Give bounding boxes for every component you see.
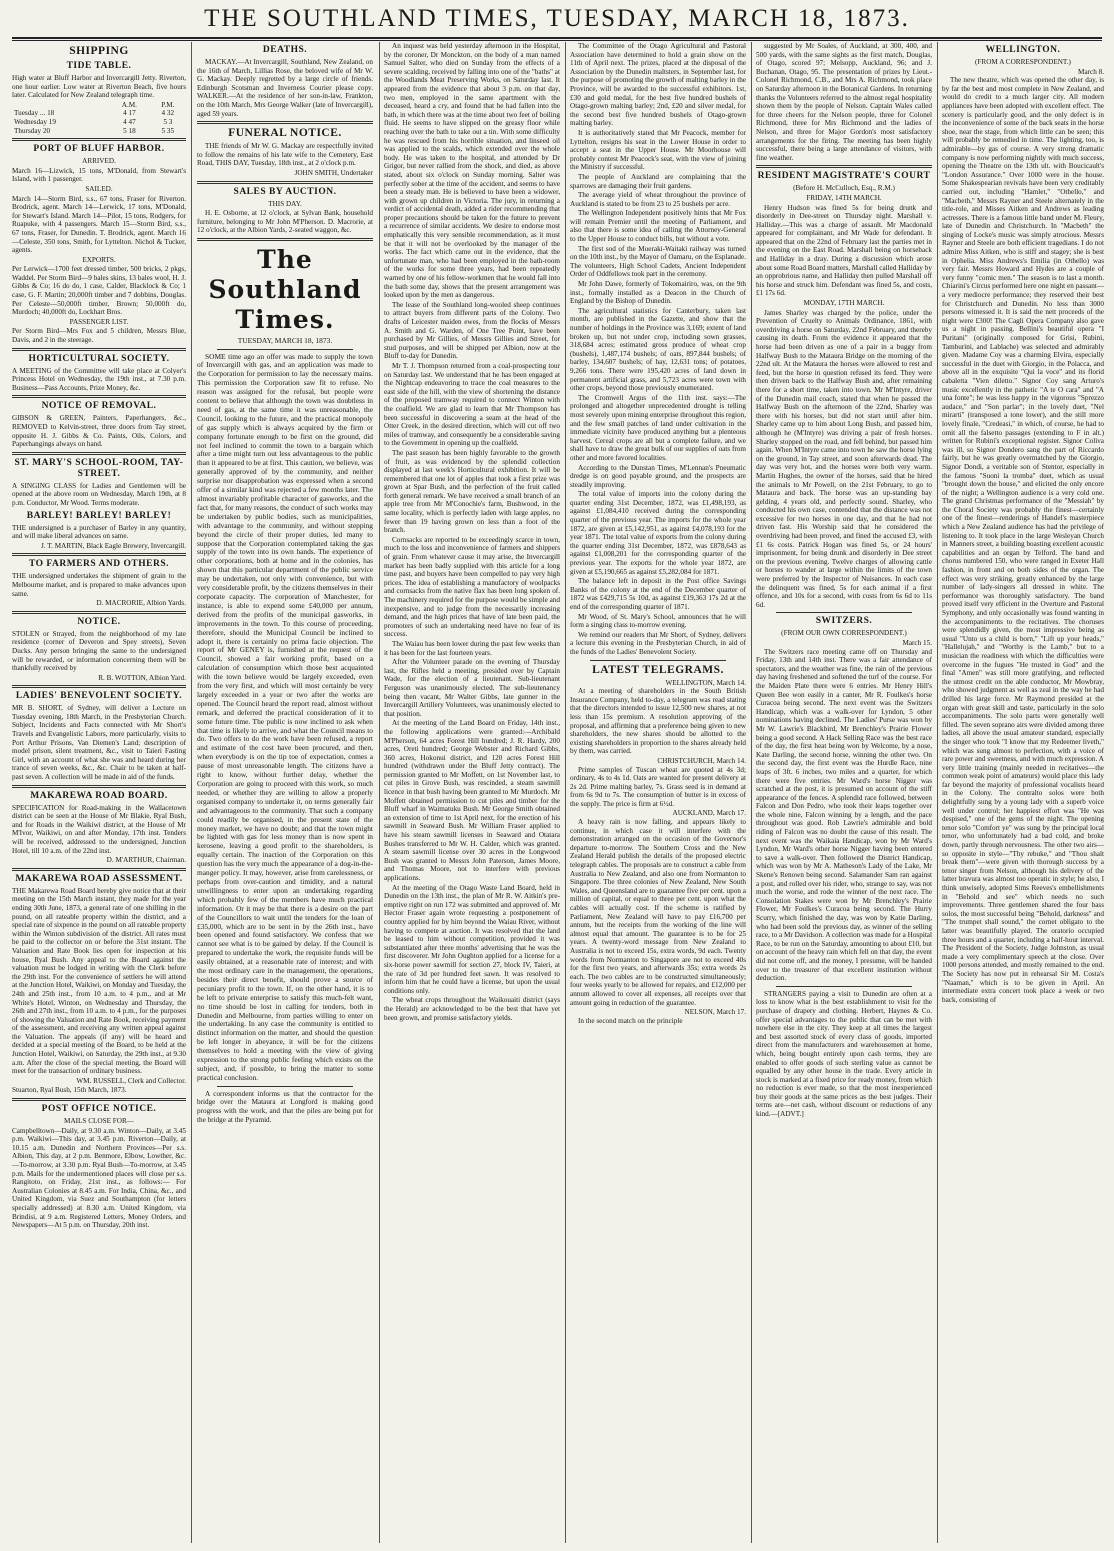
switzers-sub: (FROM OUR OWN CORRESPONDENT.) <box>781 629 907 638</box>
horticultural-text: A MEETING of the Committee will take place at Colyer's Princess Hotel on Wednesday, the 19th inst., at 7.30 p.m. Business—Pass Accounts, Prize Money, &c. <box>12 366 186 392</box>
assessment-text: THE Makarewa Road Board hereby give notice that at their meeting on the 15th March instant, they made for the year ending 30th June, 1873, a general rate of one shilling in the pound, on all rateable property within the district, and a special rate of sixpence in the pound on all rateable property within the Winton subdivision of the district. All rates must be paid to the collector on or before the 31st instant. The Valuation and Rate Book lies open for inspection at his house, Ryal Bush. Any appeal to the Board against the valuation must be lodged in writing with the Clerk before the 29th inst. For the convenience of settlers he will attend at the Junction Hotel, Waikiwi, on Monday and Tuesday, the 24th and 25th inst., from 10 a.m. to 4 p.m., and at Mr White's Hotel, Winton, on Wednesday and Thursday, the 26th and 27th inst., from 10 a.m. to 4 p.m., for the purposes of showing the Valuation and Rate Book, receiving payment of the assessment, and receiving any written appeal against the Valuation. The appeals (if any) will be heard and decided at a special meeting of the Board, to be held at the Junction Hotel, Waikiwi, on Saturday, the 29th inst., at 9.30 a.m. After the close of the special meeting, the Board will meet for the transaction of ordinary business. <box>12 886 186 1076</box>
inquest-article: An inquest was held yesterday afternoon in the Hospital, by the coroner, Dr Monckton, on the body of a man named Samuel Salter, who died on Sunday from the effects of a severe scalding, received by falling into one of the "baths" at the Woodlands Meat Preserving Works, on Saturday last. It appeared from the evidence that about 3 p.m. on that day, two men, employed in the same apartment with the deceased, heard a cry, and found that he had fallen into the bath, in which there was at the time about two feet of boiling fluid. He seems to have slipped on the greasy floor while reaching over the bath to take out a tin. With some difficulty he was rescued from his horrible situation, and linseed oil was applied to the scalds, which extended over the whole body. He was taken to the hospital, and attended by Dr Grigor, but never rallied from the shock, and died, as above stated, about six o'clock on Sunday morning. Salter was perfectly sober at the time of the accident, and seems to have been a steady man. He is believed to have been a widower, with grown up children in Victoria. The jury, in returning a verdict of accidental death, added a rider recommending that proper precautions should be taken for the future to prevent a recurrence of similar accidents. We desire to endorse most emphatically this very sensible recommendation, as it must be that it will not be overlooked by the manager of the works. The fact which came out in the evidence, that the unfortunate man, who had been employed in the bath-room of the works for some three years, had been repeatedly warned by one of his fellow-workmen that he would fall into the bath some day, shows that the present arrangement was looked upon by the men as dangerous. <box>384 42 560 300</box>
divider <box>12 685 186 688</box>
court-text: Henry Hudson was fined 5s for being drunk and disorderly in Dee-street on Thursday night. Marshall v. Halliday.—This was a charge of assault. Mr Macdonald appeared for complainant, and Mr Wade for defendant. It appeared that on the 22nd of February last the parties met in the evening on the East Road. Marshall being on horseback and Halliday in a dray. During a discussion which arose about some Road Board matters, Marshall called Halliday by an opprobrious name, and Halliday then pulled Marshall off his horse and struck him. Defendant was fined 5s, and costs, £1 17s 6d. <box>756 203 932 298</box>
land-board-article: At the meeting of the Land Board on Friday, 14th inst., the following applications were granted:—Archibald M'Pherson, 64 acres Forest Hill hundred; J. R. Hardy, 200 acres, Oreti hundred; George Webster and Richard Gibbs, 360 acres, Hokonui district, and 120 acres Forest Hill hundred (withdrawn under the Bluff Jetty contract). The permission granted to Mr Moffett, on 1st November last, to cut piles in Grove Bush, was rescinded, a steam sawmill licence in that bush having been granted to Mr Murdoch. Mr Moffett obtained permission to cut piles and timber for the Bluff wharf in Waimatuku Bush. Mr George Smith obtained an extension of time to 1st April next, for the erection of his sawmill in Seaward Bush. Mr William Fraser applied to have his steam sawmill licenses in Seaward and Otatara Bushes transferred to Mr W. H. Calder, which was granted. A steam sawmill license over 30 acres in the Longwood Bush was granted to Messrs John Paterson, James Moore, and Thomas Moore, not to interfere with previous applications. <box>384 719 560 882</box>
cromwell-article: The Cromwell Argus of the 11th inst. says:—The prolonged and altogether unprecedented drought is telling most severely upon mining enterprise throughout this region, and the few small patches of land under cultivation in the immediate vicinity have produced anything but a plenteous harvest. Cereal crops are all but a complete failure, and we shall have to draw the great bulk of our supplies of oats from other and more favored localities. <box>570 393 746 462</box>
post-office-sub: MAILS CLOSE FOR— <box>64 1117 134 1126</box>
correspondent-note: A correspondent informs us that the contractor for the bridge over the Mataura at Longford is making good progress with the work, and that the piles are being put for the bridge at the Pyramid. <box>197 1089 373 1124</box>
barley-text: THE undersigned is a purchaser of Barley in any quantity, and will make liberal advances on same. <box>12 523 186 541</box>
stmarys-text: A SINGING CLASS for Ladies and Gentlemen will be opened at the above room on Wednesday, March 19th, at 8 p.m. Conductor, Mr Wood. Terms moderate. <box>12 481 186 507</box>
leader-article: SOME time ago an offer was made to supply the town of Invercargill with gas, and an application was made to the Corporation for permission to lay the necessary mains. This permission the Corporation saw fit to refuse. No reason was assigned for the refusal, but people were content to believe that although the town was doubtless in need of gas, at the same time it was unreasonable, the Council, looking to the future, and the practical monopoly of gas supply which is always acquired by the firm or company fortunate enough to be first on the ground, did not feel inclined to commit the town to a bargain which after a time might turn out less advantageous to the public than it appeared to be at first. This caution, we believe, was generally approved of by the community, and neither surprise nor disapprobation was expressed when a second offer of a similar kind was rejected a few months later. The almost invariably profitable character of gasworks, and the fact that, for many reasons, the conduct of such works may be undertaken by public bodies, such as municipalities, with advantage to the community, and without stepping beyond the circle of their proper duties, led many to suppose that the Corporation contemplated taking the gas supply of the town into its own hands. The experience of other corporations, both at home and in the colonies, has shown that this particular department of the public service may be undertaken, not only with convenience, but with very considerable profit, by the citizens themselves in their corporate capacity. The corporation of Manchester, for instance, is able to expend some £40,000 per annum, derived from the profits of the municipal gasworks, in improvements in the town. To this course of proceeding, therefore, should the Municipal Council be inclined to adopt it, there is certainly no prima facie objection. The report of Mr GENEY is, furnished at the request of the Council, showed a fair working profit, based on a calculation of consumption which those best acquainted with the town believe would be largely exceeded, even from the very first, and which will most certainly be very largely exceeded in a year or two after the works are opened. The Council heard the report read, almost without remark, and deferred the practical consideration of it to some future time. The public is now inclined to ask when that time is likely to arrive, and what the Council means to do. Two offers to do the work have been refused, a report and estimate of the cost have been procured, and then, when everybody is on the tip toe of expectation, comes a pause of most unreasonable length. The citizens have a right to know, without further delay, whether the Corporation are going to proceed with this work, so much needed, or whether they are willing to allow a properly organised company to undertake it, on terms generally fair and advantageous to the community. That such a company could readily be organised, in the present state of the money market, we have no doubt; and that the town might be lighted with gas for less money than is now spent in kerosene, leaving a good profit to the shareholders, is equally certain. The inaction of the Corporation on this question has the very much the appearance of a dog-in-the-manger policy. It may, however, arise from carelessness, or perhaps from over-caution and timidity, and a natural unwillingness to enter upon an undertaking regarding which probably few of the members have much practical information. Or it may be that there is a desire on the part of the Councillors to wait until the tenders for the loan of £35,000, which are to be sent in by the 26th inst., have been opened and found satisfactory. We confess that we cannot see what is to be gained by delay. If the Council is prepared to undertake the work, the requisite funds will be easily obtained, at a reasonable rate of interest; and with the most ordinary care in the management, the operations, besides their direct benefit, should prove a source of pecuniary profit to the town. If, on the other hand, it is to be left to private enterprise to satisfy this much-felt want, no time should be lost in calling for tenders, both in Dunedin and Melbourne, from parties willing to enter on the undertaking. In any case the community is entitled to distinct information on the matter, and should the question be left longer in abeyance, it will be for the citizens themselves to hold a meeting with the view of giving expression to the strong public feeling which exists on the subject, and, if possible, to bring the matter to some practical conclusion. <box>197 351 373 1082</box>
farmers-signature: D. MACRORIE, Albion Yards. <box>96 599 186 608</box>
telegram-dateline: WELLINGTON, March 14. <box>665 678 746 687</box>
telegram-text: At a meeting of shareholders in the South British Insurance Company, held to-day, a telegram was read stating that the directors intended to issue 12,500 new shares, at not less than 15s premium. A resolution approving of the proposal, and affirming that a preference being given to new shareholders, the new shares should be allotted to the existing shareholders in proportion to the shares already held by them, was carried. <box>570 687 746 756</box>
divider <box>12 138 186 141</box>
port-heading: PORT OF BLUFF HARBOR. <box>33 144 165 155</box>
cornsacks-article: Cornsacks are reported to be exceedingly scarce in town, much to the loss and inconvenience of farmers and shippers of grain. From whatever cause it may arise, the Invercargill market has been badly supplied with this article for a long time past, and buyers have been compelled to pay very high prices. The idea of establishing a manufactory of woolpacks and cornsacks from the native flax has been long spoken of. The machinery required for the purpose would be simple and inexpensive, and to judge from the necessarily increasing demand, and the high prices that have of late been paid, the promoters of such an undertaking need have no fear of its success. <box>384 535 560 639</box>
column-rule <box>565 42 566 1543</box>
divider <box>756 165 932 168</box>
otago-agri-article: The Committee of the Otago Agricultural and Pastoral Association have determined to hold a grain show on the 11th of April next. The prizes, placed at the disposal of the Association by the Dunedin maltsters, in September last, for the purpose of promoting the growth of malting barley in the Province, will be awarded to the successful exhibitors. 1st, £30 and gold medal, for the best five hundred bushels of Otago-grown malting barley; 2nd, £20 and silver medal, for the second best five hundred bushels of Otago-grown malting barley. <box>570 42 746 128</box>
arrived-label: ARRIVED. <box>82 157 116 166</box>
column-2 <box>197 42 373 1545</box>
divider <box>776 612 912 613</box>
masthead-title: THE SOUTHLAND TIMES, TUESDAY, MARCH 18, 1873. <box>204 5 910 32</box>
divider <box>12 611 186 614</box>
nelson-continued: suggested by Mr Soales, of Auckland, at 300, 400, and 500 yards, with the same sights as the first match, Douglas, of Otago, scored 97; Melsopp, Auckland, 96; and J. Buchanan, Otago, 95. The presentation of prizes by Lieut.-Colonel Richmond, C.B., and Mrs A. Richmond, took place on Saturday afternoon in the Botanical Gardens. In returning thanks the Volunteers referred to the almost regal hospitality shown them by the people of Nelson. Captain Wales called for three cheers for the Nelson people, three for Colonel Richmond, three for Mrs Richmond and the ladies of Nelson, and three for Major Gordon's most satisfactory arrangements for the firing. The meeting has been highly successful, there being a large attendance of visitors, with fine weather. <box>756 42 932 162</box>
farmers-text: THE undersigned undertakes the shipment of grain to the Melbourne market, and is prepared to make advances upon same. <box>12 572 186 598</box>
barley-signature: J. T. MARTIN, Black Eagle Brewery, Invercargill. <box>40 541 186 550</box>
court-text: James Sharley was charged by the police, under the Prevention of Cruelty to Animals Ordinance, 1861, with overdriving a horse on Saturday, 22nd February, and thereby causing its death. From the evidence it appeared that the horse had been driven as one of a pair in a buggy from Halfway Bush to the Mataura Bridge on the morning of the 22nd ult. At the Mataura the horses were allowed to rest and feed, but the horse in question refused its feed. They were then driven back to the Halfway Bush and, after remaining there for a short time, taken into town. Mr M'Intyre, driver of the Dunedin mail coach, stated that when he passed the Halfway Bush on the afternoon of the 22nd, Sharley was there with his horses, but did not start until after him. Sharley came up to him about Long Bush, and passed him, although he (M'Intyre) was driving a pair of fresh horses. Sharley stopped on the road, and fell behind, but passed him again. When M'Intyre came into town he saw the horse lying on the ground, in Tay street, and soon afterwards dead. The day was very hot, and the horses were both very warm. Martin Hughes, the owner of the horses, said that he hired the animals to Mr Powell, on the 21st February, to go to Mataura and back. The horse was an up-standing bay gelding, 4 years old, and perfectly sound. Sharley, who conducted his own case, contended that the distance was not excessive for two horses in one day, and that he had not driven fast. His Worship said that he considered the overdriving had been proved, and fined the accused £3, with £1 6s costs. Patrick Hogan was fined 5s, or 24 hours' imprisonment, for being drunk and disorderly in Dee street on the previous evening. Twelve charges of allowing cattle or horses to wander at large within the limits of the town were preferred by the Inspector of Nuisances. In each case the delinquent was fined, 5s for each animal if a first offence, and 10s for a second, with costs from 6s 6d to 11s 6d. <box>756 308 932 609</box>
removal-heading: NOTICE OF REMOVAL. <box>41 401 157 412</box>
switzers-date: March 15. <box>902 639 932 647</box>
canterbury-article: The agricultural statistics for Canterbury, taken last month, are published in the Gazette, and show that the number of holdings in the Province was 3,169; extent of land broken up, but not under crop, including sown grasses, 318,684 acres; estimated gross produce of wheat crop (bushels), 1,487,174 bushels; of oats, 897,844 bushels; of barley, 134,607 bushels; of hay, 12,631 tons; of potatoes, 9,266 tons. There were 195,420 acres of land down in permanent artificial grass, and 5,723 acres were town with other crops, beyond those previously enumerated. <box>570 306 746 393</box>
telegram-dateline: CHRISTCHURCH, March 14. <box>657 756 746 765</box>
tide-row: Tuesday ... 18 4 17 4 32 <box>14 109 175 118</box>
waiau-article: The Waiau has been lower during the past few weeks than it has been for the last fourteen years. <box>384 639 560 657</box>
wellington-date: March 8. <box>1078 67 1104 76</box>
divider <box>217 1086 353 1087</box>
sheep-article: The lease of the Southland long-wooled sheep continues to attract buyers from different parts of the Colony. Two drafts of Leicester maiden ewes, from the flocks of Messrs A. Smith and G. Warden, of One Tree Point, have been purchased by Mr Gillies, of Messrs Gillies and Street, for stud purposes, and will be shipped per Albion, now at the Bluff to-day for Dunedin. <box>384 300 560 361</box>
stmarys-heading: ST. MARY'S SCHOOL-ROOM, TAY-STREET. <box>14 457 184 479</box>
tide-table-heading: TIDE TABLE. <box>66 61 132 71</box>
divider <box>197 121 373 124</box>
divider <box>197 238 373 241</box>
divider <box>590 660 726 661</box>
passenger-label: PASSENGER LIST. <box>69 317 129 326</box>
column-rule <box>379 42 380 1543</box>
moeraki-article: The first sod of the Moeraki-Waitaki railway was turned on the 10th inst., by the Mayor of Oamaru, on the Esplanade. The volunteers, High School Cadets, Ancient Independent Order of Oddfellows took part in the ceremony. <box>570 244 746 279</box>
dawe-article: Mr John Dawe, formerly of Tokomairiro, was, on the 9th inst., formally installed as a Deacon in the Church of England by the Bishop of Dunedin. <box>570 280 746 306</box>
peacock-article: It is authoritatively stated that Mr Peacock, member for Lyttelton, resigns his seat in the Lower House in order to accept a seat in the Upper House. Mr Moorhouse will probably contest Mr Peacock's seat, with the view of joining the Ministry if successful. <box>570 128 746 172</box>
sailed-text: March 14—Storm Bird, s.s., 67 tons, Fraser for Riverton. Brodrick, agent. March 14—Lerwick, 17 tons, M'Donald, for Stewart's Island. March 14—Pilot, 15 tons, Rodgers, for Ruapuke, with 4 passengers. March 15—Storm Bird, s.s., 67 tons, Fraser, for Dunedin. T. Brodrick, agent. March 16—Celeste, 350 tons, Smith, for Lyttelton. Nichol & Tucker, agents. <box>12 194 186 255</box>
auckland-article: The people of Auckland are complaining that the sparrows are damaging their fruit gardens. <box>570 172 746 190</box>
sailed-label: SAILED. <box>85 184 113 193</box>
telegram-text: Prime samples of Tuscan wheat are quoted at 4s 3d; ordinary, 4s to 4s 1d. Oats are wanted for present delivery at 2s 2d. Prime malting barley, 7s. Grass seed is in demand at from 6s 9d to 7s. The consumption of butter is in excess of the supply. The price is firm at 6½d. <box>570 765 746 808</box>
divider <box>12 395 186 398</box>
column-1 <box>12 42 186 1545</box>
funeral-text: THE friends of Mr W. G. Mackay are respectfully invited to follow the remains of his late wife to the Cemetery, East Road, THIS DAY, Tuesday, 18th inst., at 2 o'clock p.m. <box>197 142 373 168</box>
sales-heading: SALES BY AUCTION. <box>233 186 337 197</box>
makarewa-board-signature: D. M'ARTHUR, Chairman. <box>106 856 186 865</box>
divider <box>197 181 373 184</box>
funeral-signature: JOHN SMITH, Undertaker <box>294 168 373 177</box>
divider <box>12 785 186 788</box>
funeral-heading: FUNERAL NOTICE. <box>228 127 342 140</box>
column-3 <box>384 42 560 1545</box>
telegram-text: In the second match on the principle <box>578 1016 683 1025</box>
passenger-text: Per Storm Bird—Mrs Fox and 5 children, Messrs Blue, Davis, and 2 in the steerage. <box>12 327 186 345</box>
short-article: We remind our readers that Mr Short, of Sydney, delivers a lecture this evening in the Presbyterian Church, in aid of the funds of the Ladies' Benevolent Society. <box>570 630 746 656</box>
wellington-heading: WELLINGTON. <box>985 45 1061 55</box>
deaths-heading: DEATHS. <box>262 45 308 55</box>
column-5 <box>756 42 932 1545</box>
newspaper-logo: The Southland Times. <box>208 244 362 334</box>
column-rule <box>937 42 938 1543</box>
divider <box>12 553 186 556</box>
column-rule <box>191 42 192 1543</box>
tide-row: Thursday 20 5 18 5 35 <box>14 126 175 135</box>
notice-signature: R. B. WOTTON, Albion Yard. <box>98 673 186 682</box>
removal-text: GIBSON & GREEN, Painters, Paperhangers, &c., REMOVED to Kelvin-street, three doors from Tay street, opposite H. J. Gibbs & Co. Paints, Oils, Colors, and Paperhangings always on hand. <box>12 414 186 449</box>
horticultural-heading: HORTICULTURAL SOCIETY. <box>28 353 170 364</box>
exports-label: EXPORTS. <box>82 255 116 264</box>
telegram-text: A heavy rain is now falling, and appears likely to continue, in which case it will interfere with the demonstration arranged on the occasion of the Governor's departure to-morrow. The Southern Cross and the New Zealand Herald publish the details of the proposed electric telegraph cables. The proposals are to construct a cable from Australia to New Zealand, and also one from Normanton to Singapore. The three colonies of New Zealand, New South Wales, and Queensland are to guarantee five per cent. upon a million of capital, or equal to three per cent. upon what the cables will actually cost. If the scheme is ratified by Parliament, New Zealand will have to pay £16,700 per annum, but the receipts from the working of the line will almost equal that amount. The guarantee is to be for 25 years. A twenty-word message from New Zealand to Australia is not to exceed 15s, extra words, 9d each. Twenty words from Normanton to Singapore are not to exceed 40s for the first two years, and afterwards 35s; extra words 2s each. The two cables are to be constructed simultaneously; four weeks yearly to be allowed for repairs, and £12,000 per annum allowed to cover all expenses, all receipts over that amount going in reduction of the guarantee. <box>570 818 746 1007</box>
fruit-article: The past season has been highly favorable to the growth of fruit, as was evidenced by the splendid collection displayed at last week's Horticultural exhibition. It will be remembered that one lot of apples that took a first prize was grown at Spar Bush, and the perfection of the fruit called forth general remark. We have received a small branch of an apple tree from Mr M'Conochie's farm, Bushwood, in the same locality, which is perfectly laden with large apples, no fewer than 19 having grown on less than a foot of the branch. <box>384 448 560 535</box>
divider <box>12 868 186 871</box>
wellington-sub: (FROM A CORRESPONDENT.) <box>975 58 1071 66</box>
tide-intro: High water at Bluff Harbor and Invercargill Jetty. Riverton, one hour earlier. Low water at Riverton Beach, five hours later. Calculated for New Zealand telegraph time. <box>12 74 186 100</box>
switzers-heading: SWITZERS. <box>815 616 873 627</box>
masthead-rule <box>12 37 1102 41</box>
notice-text: STOLEN or Strayed, from the neighborhood of my late residence (corner of Deveron and Spey streets), Seven Ducks. Any person bringing the same to the undersigned will be rewarded, or information concerning them will be thankfully received by <box>12 629 186 673</box>
court-day: FRIDAY, 14TH MARCH. <box>806 193 882 202</box>
ladies-text: MR B. SHORT, of Sydney, will deliver a Lecture on Tuesday evening, 18th March, in the Presbyterian Church. Subject, Incidents and Facts connected with Mr Short's Travels and Evangelistic Labors, more particularly, visits to Port Arthur Prisons, Van Diemen's Land; description of model prison, silent treatment, &c., visit to Taieri Fasting Girl, with an account of what she was and heard during her trance of seven weeks, &c., &c. Chair to be taken at half-past seven. A collection will be made in aid of the funds. <box>12 704 186 782</box>
farmers-heading: TO FARMERS AND OTHERS. <box>29 559 169 570</box>
telegram-dateline: NELSON, March 17. <box>684 1008 746 1017</box>
ladies-heading: LADIES' BENEVOLENT SOCIETY. <box>15 691 183 702</box>
shipping-heading: SHIPPING <box>69 45 129 57</box>
sales-text: H. E. Osborne, at 12 o'clock, at Sylvan Bank, household furniture, belonging to Mr John M'Pherson. D. Macrorie, at 12 o'clock, at the Albion Yards, 2-seated waggon, &c. <box>197 209 373 235</box>
wheat-article: The wheat crops throughout the Waikouaiti district (says the Herald) are acknowledged to be the best that have yet been grown, and promise satisfactory yields. <box>384 996 560 1022</box>
tide-header-row: A.M. P.M. <box>121 100 175 109</box>
notice-heading: NOTICE. <box>77 616 121 627</box>
imports-article: The total value of imports into the colony during the quarter ending 31st December, 1872, was £1,498,193, as against £1,084,410 received during the corresponding quarter of the previous year. The imports for the whole year 1872, are given at £5,142,951, as against £4,078,193 for the year 1871. The total value of exports from the colony during the quarter ending 31st December, 1872, was £878,643 as against £1,008,201 for the corresponding quarter of the previous year. The exports for the whole year 1872, are given at £5,190,665 as against £5,282,084 for 1871. <box>570 490 746 576</box>
switzers-text: The Switzers race meeting came off on Thursday and Friday, 13th and 14th inst. There was a fair attendance of spectators, and the weather was fine, the rain of the previous day having freshened and softened the turf of the course. For the Maiden Plate there were 6 entries. Mr Henry Hill's Queen Bee won easily in a canter, Mr R. Foulkes's horse Curacoa being second. The next event was the Switzers Handicap, which was a walk-over for Lyndon, 5 other nominations having declined. The Ladies' Purse was won by Mr W. Lawrie's Blackbird, Mr Brenchley's Prairie Flower being a good second. A Hack Selling Race was the best race of the day, the first heat being won by Welcome, by a nose, Kate Darling, the second horse, winning the other two. On the second day, the first event was the Hurdle Race, nine leaps of 3ft. 6 inches, two miles and a quarter, for which there were five entries. Mr Ward's horse Nigger was scratched at the post, it is presumed on account of the stiff appearance of the fences. A splendid race followed, between Falcon and Don Pedro, who took their leaps together over the whole nine, Falcon winning by a length, and the pace throughout was good. Rob Lawrie's admirable and bold riding of Falcon was no doubt the cause of this result. The next event was the Waikaia Handicap, won by Mr Ward's Lyndon, Mr Ward's other horse Nigger having been entered to save a walk-over. Then followed the District Handicap, which was won by Mr A. Matheson's Lady of the Lake, Mr Skene's Renown being second. Salamander Sam ran against a post, and rolled over his rider, who, strange to say, was not much the worse, and rode the winner of the next race. The Consolation Stakes were won by Mr Brenchley's Prairie Flower, Mr Foulkes's Curacoa being second. The Hurry Scurry, which finished the day, was won by Katie Darling, who had been sold the previous day, as winner of the selling race, to a Mr Davidson. A collection was made for a Hospital Race, to be run on the Saturday, amounting to about £10, but on account of the heavy rain which fell on that day, the event did not come off, and the money, I presume, will be handed over to the treasurer of that excellent institution without deduction. <box>756 647 932 983</box>
assessment-date: Stuarton, Ryal Bush, 15th March, 1873. <box>12 1086 127 1095</box>
dateline: TUESDAY, MARCH 18, 1873. <box>237 335 333 345</box>
court-heading: RESIDENT MAGISTRATE'S COURT <box>757 171 931 182</box>
telegram-dateline: AUCKLAND, March 17. <box>672 809 746 818</box>
waste-land-article: At the meeting of the Otago Waste Land Board, held in Dunedin on the 13th inst., the plan of Mr R. W. Aitkin's pre-emptive right on run 172 was submitted and approved of. Mr Hector Fraser again wrote requesting a postponement of country applied for by him beyond the Waiau River, without having to compete at auction. It was resolved that the land be leased to him without competition, provided it was substantiated after three months' advertising that he was the first discoverer. Mr John Oughton applied for a license for a six-horse power sawmill for section 27, block IV, Taieri, at the rate of 3d per hundred feet sawn. It was resolved to inform him that he could have a license, but upon the usual conditions only. <box>384 883 560 995</box>
post-office-text: Campbelltown—Daily, at 9.30 a.m. Winton—Daily, at 3.45 p.m. Waikiwi—This day, at 3.45 p.m. Riverton—Daily, at 10.15 a.m. Dunedin and Northern Provinces—Per s.s. Albion, This day, at 2 p.m. Benmore, Elbow, Lowther, &c.—To-morrow, at 3.30 p.m. Ryal Bush—To-morrow, at 3.45 p.m. Mails for the undermentioned places will close per s.s. Rangitoto, on Friday, 21st inst., as follows:— For Australian Colonies at 8.45 a.m. For India, China, &c., and United Kingdom, via Suez and Southampton (for letters specially addressed) at 8.30 a.m. United Kingdom, via Brindisi, at 9 a.m. Registered Letters, Money Orders, and Newspapers—At 5 p.m. on Thursday, 20th inst. <box>12 1126 186 1230</box>
wood-article: Mr Wood, of St. Mary's School, announces that he will form a singing class to-morrow evening. <box>570 612 746 630</box>
barley-heading: BARLEY! BARLEY! BARLEY! <box>26 510 172 521</box>
volunteer-article: After the Volunteer parade on the evening of Thursday last, the Rifles held a meeting, presided over by Captain Wade, for the election of a lieutenant. Sub-lieutenant Ferguson was unanimously elected. The sub-lieutenancy being then vacant, Mr Walter Gibbs, late gunner in the Invercargill Artillery Volunteers, was unanimously elected to that position. <box>384 658 560 718</box>
court-sub: (Before H. McCulloch, Esq., R.M.) <box>793 184 895 193</box>
arrived-text: March 16—Lizwick, 15 tons, M'Donald, from Stewart's Island, with 1 passenger. <box>12 166 186 184</box>
telegrams-heading: LATEST TELEGRAMS. <box>592 663 724 676</box>
divider <box>217 349 353 350</box>
exports-text: Per Lerwick—1700 feet dressed timber, 500 bricks, 2 pkgs, Waddel. Per Storm Bird—9 bales skins, 13 bales wool, H. J. Gibbs & Co; 16 do do, 1 case, Calder, Blacklock & Co; 1 case, G. F. Martin; 20,000ft timber and 7 dobbins, Douglas. Per Celeste—50,000ft timber, Brown; 50,000ft do, Murdoch; 40,000ft do, Lockhart Bros. <box>12 265 186 317</box>
wellington-text: The new theatre, which was opened the other day, is by far the best and most complete in New Zealand, and would do credit to a much larger city. All modern appliances have been adopted with excellent effect. The scenery is particularly good, and the only defect is in the inconvenience of some of the back seats in the horse shoe, near the stage, from which little can be seen; this will probably be remedied in time. The lighting, too, is admirable—by gas of course. A very strong dramatic company is now performing nightly with much success, opening the Theatre on the 13th ult. with Boucicault's "London Assurance." Over 1000 were in the house. Some Shakespearian revivals have been very creditably carried out, including "Hamlet," "Othello," and "Macbeth," Messrs Rayner and Steele alternately in the title-role, and Misses Aitken and Andrews as leading actresses. There is a famous little band under M. Fleury, late of Dunedin and Christchurch. In "Macbeth" the singing of Locke's music was simply atrocious. Messrs Rayner and Steele are both efficient tragedians. I do not admire Miss Aitken, who is stiff and stagey; she is best in Ophelia. Miss Andrews's Emilia (in Othello) was very fair. Messrs Howard and Hydes are a couple of very funny "comic men." The season is to last a month. Chiarini's Circus performed here one night en passant—a very mediocre performance; they reserved their best for Christchurch and Dunedin. No less than 3000 persons witnessed it. It is said the nett proceeds of the night were £300! The Cagli Opera Company also gave us a night in passing. Bellini's beautiful opera "I Puritani" (originally composed for Grisi, Rubini, Tamburini, and Lablache) was selected and admirably given. Madame Coy was a charming Elvira, especially successful in the duet with Giorgio, in the Polacca, and above all in the exquisite "Qui la voce" and its florid cabaletta "Vien diletto." Signor Coy sang Arturo's music excellently in the pathetic "A te O cara" and "A una fonte"; he was less happy in the vigorous "Sprezzo audace," and "Son parlar"; in the lovely duet, "Nel mirarti" (transposed a tone lower), and the still more lovely finale, "Credeasi," in which, of course, he had to omit all the falsetto passages (extending to F in alt.) written for Rubini's exceptional register. Signor Coliva was ill, so Signor Dondero sang the part of Riccardo fairly, but he was greatly overmatched by the Giorgio, Signor Dondi, a veritable son of Stentor, especially in the famous "Suoni la tromba" duet, which as usual "brought down the house," and elicited the only encore of the night; a Wellington audience is a very cold one. The grand Christmas performance of the "Messiah" by the Choral Society was probably the finest—certainly one of the finest—renderings of Handel's masterpiece which a New Zealand audience has had the privilege of listening to. It took place in the large Wesleyan Church in Manners street, a building boasting excellent acoustic capabilities and an organ by Telford. The band and chorus numbered 150, who were ranged in Exeter Hall fashion, in front and on both sides of the organ. The effect was very striking, greatly enhanced by the large number of lady-singers all dressed in white. The performance was thoroughly satisfactory. The band proved itself very efficient in the Overture and Pastoral Symphony, and only occasionally was found wanting in the accompaniments to the recitatives. The choruses were splendidly given, the most impressive being as usual "Unto us a child is born," "Lift up your heads," "Hallelujah," and "Worthy is the Lamb," but to a musician the readiness with which the difficulties were overcome in the fugues "He trusted in God" and the final "Amen" was still more gratifying, and reflected the utmost credit on the able conductor, Mr Mowbray, who showed judgment as well as zeal in the way he had drilled his large force. Mr Raymond presided at the organ with great skill and taste, particularly in the solo accompaniments. The solo parts were generally well filled. The seven soprano airs were divided among three ladies, all above the usual amateur standard, especially the singer who took "I know that my Redeemer liveth," which was sung almost to perfection, with a voice of rare power and sweetness, and with much expression. A very little training (mainly needed in recitatives—the common weak point of amateurs) would place this lady far beyond the majority of professional vocalists heard in the Colony. The contralto solos were both delightfully sung by a young lady with a superb voice well under control; her happiest effort was "He was despised," one of the gems of the night. The opening tenor solo "Comfort ye" was sung by the principal local tenor, who unfortunately had a bad cold, and broke down, partly through nervousness. The other two airs—so opposite in style—"Thy rebuke," and "Thou shalt break them"—were given with thorough success by a tenor singer from Nelson, although his delivery of the latter bravura was almost too operatic in style; he also, I think unwisely, adopted Sims Reeves's embellishments in "Behold and see" which needs no such improvements. Three gentlemen shared the four bass solos, the most successful being "Behold, darkness" and "The trumpet shall sound," the cornet obligato to the latter was beautifully played. The oratorio occupied three hours and a quarter, including a half-hour interval. The President of the Society, Judge Johnston, as usual made a very complimentary speech at the close. Over 1000 persons attended, and mostly remained to the end. The Society has now put in rehearsal Sir M. Costa's "Naaman," which is to be given in April. An intermediate extra concert took place a week or two back, consisting of <box>942 76 1104 1004</box>
column-6 <box>942 42 1104 1545</box>
coal-article: Mr T. J. Thompson returned from a coal-prospecting tour on Saturday last. We understand that he has been engaged at the Nightcap endeavoring to trace the coal measures to the east side of the hill, with the view of shortening the distance of the proposed tramway required to connect Winton with the coalfield. We are glad to learn that Mr Thompson has been successful in discovering a seam at the head of the Otter Creek, in the desired direction, which will cut off two miles of tramway, and consequently be a considerable saving to the Government in opening up the coalfield. <box>384 361 560 448</box>
divider <box>776 986 912 987</box>
makarewa-board-text: SPECIFICATION for Road-making in the Wallacetown district can be seen at the House of Mr Blakie, Ryal Bush, and for Roads in the Waikiwi district, at the House of Mr M'Ivor, Waikiwi, on and after Monday, 17th inst. Tenders will be received, addressed to the undersigned, Junction Hotel, till 10 a.m. of the 22nd inst. <box>12 803 186 855</box>
strangers-advert: STRANGERS paying a visit to Dunedin are often at a loss to know what is the best establishment to visit for the purchase of drapery and clothing. Herbert, Haynes & Co. offer special advantages to the public that can be met with nowhere else in the city. They keep at all times the largest and best assorted stock of every class of goods, imported direct from the manufacturers and warehousemen at home, which, being bought entirely upon cash terms, they are enabled to offer goods of such sterling value as cannot be equalled by any other house in the trade. Every article in stock is marked at a fixed price for ready money, from which no reduction is ever made, so that the most inexperienced buy their goods at the same prices as the best judges. Their terms are—net cash, without discount or reductions of any kind.—[ADVT.] <box>756 989 932 1119</box>
sales-sub: THIS DAY. <box>268 199 302 208</box>
divider <box>12 348 186 351</box>
tide-table <box>12 101 186 135</box>
assessment-signature: WM. RUSSELL, Clerk and Collector. <box>76 1076 186 1085</box>
court-day: MONDAY, 17TH MARCH. <box>803 299 885 308</box>
column-rule <box>751 42 752 1543</box>
column-4 <box>570 42 746 1545</box>
deaths-text: MACKAY.—At Invercargill, Southland, New Zealand, on the 16th of March, Lillias Rose, the beloved wife of Mr W. G. Mackay. Deeply regretted by a large circle of friends. Edinburgh Scotsman and Inverness Courier please copy. WALKER.—At the residence of her son-in-law, Frankton, on the 10th March, Mrs George Walker (late of Invercargill), aged 59 years. <box>197 58 373 118</box>
savings-article: The balance left in deposit in the Post office Savings Banks of the colony at the end of the December quarter of 1872 was £429,715 5s 10d, as against £19,363 17s 2d at the end of the corresponding quarter of 1871. <box>570 577 746 611</box>
assessment-heading: MAKAREWA ROAD ASSESSMENT. <box>15 873 183 884</box>
wellington-independent-article: The Wellington Independent positively hints that Mr Fox will remain Premier until the meeting of Parliament, and also that there is some idea of calling the Attorney-General to the Upper House to conduct bills, but without a vote. <box>570 209 746 244</box>
tide-row: Wednesday 19 4 47 5 3 <box>14 117 173 126</box>
dunstan-article: According to the Dunstan Times, M'Lennan's Pneumatic dredge is on good payable ground, and the prospects are steadily improving. <box>570 463 746 489</box>
divider <box>12 1098 186 1101</box>
post-office-heading: POST OFFICE NOTICE. <box>41 1104 157 1115</box>
divider <box>12 452 186 455</box>
makarewa-board-heading: MAKAREWA ROAD BOARD. <box>30 790 168 801</box>
wheat-yield-article: The average yield of wheat throughout the province of Auckland is stated to be from 23 to 25 bushels per acre. <box>570 191 746 208</box>
